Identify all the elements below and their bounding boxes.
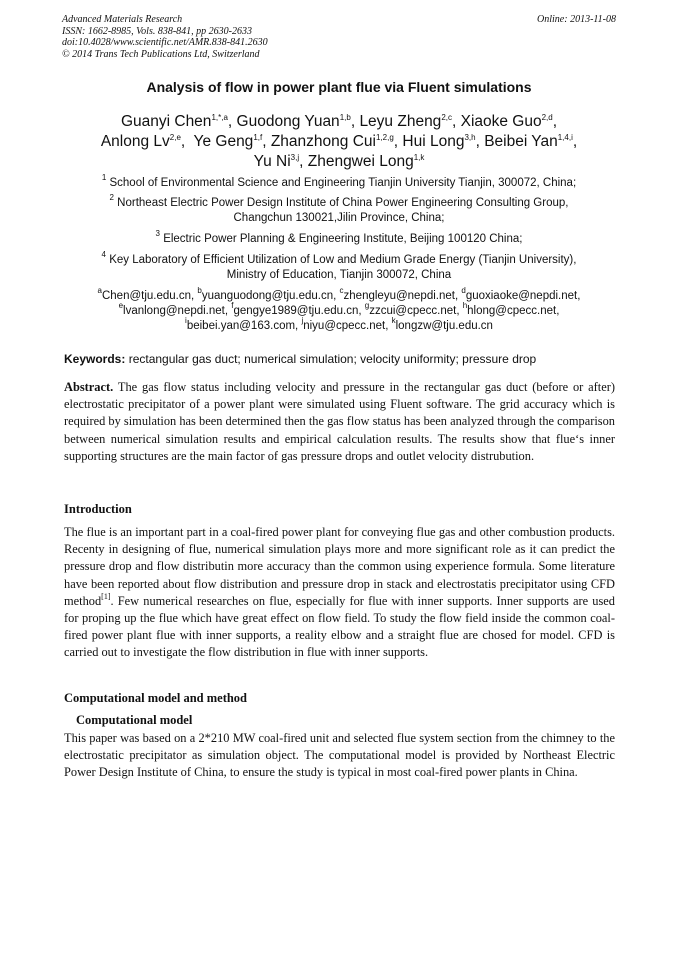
author-line	[40, 132, 638, 152]
email-line: $^a$Chen@tju.edu.cn, $^b$yuanguodong@tju.edu.cn, $^c$zhengleyu@nepdi.net, $^d$guoxiaoke@nepdi.net,	[97, 286, 581, 302]
journal-header	[62, 14, 616, 60]
keywords-label: Keywords:	[64, 352, 126, 366]
paper-title: Analysis of flow in power plant flue via Fluent simulations	[146, 79, 532, 95]
author-list	[40, 112, 638, 172]
email[interactable]: $^c$zhengleyu@nepdi.net	[339, 286, 455, 302]
section-heading-computational: Computational model and method	[64, 691, 248, 705]
keywords	[64, 352, 624, 366]
email[interactable]: $^e$lvanlong@nepdi.net	[118, 301, 225, 317]
affiliation-2: $^2$ Northeast Electric Power Design Institute of China Power Engineering Consulting Group, Changchun 130021,Jilin Province, China;	[109, 193, 569, 224]
email[interactable]: $^i$beibei.yan@163.com	[185, 316, 296, 332]
email[interactable]: $^g$zzcui@cpecc.net	[364, 301, 457, 317]
email[interactable]: $^j$niyu@cpecc.net	[301, 316, 386, 332]
keywords-text: rectangular gas duct; numerical simulation; velocity uniformity; pressure drop	[125, 352, 537, 366]
section-heading-introduction: Introduction	[64, 502, 132, 516]
author: Zhengwei Long$^{1,k}$	[307, 153, 425, 170]
author: Beibei Yan$^{1,4,i}$,	[484, 133, 578, 150]
author: Yu Ni$^{3,j}$,	[253, 153, 308, 170]
affiliation-1: $^1$ School of Environmental Science and Engineering Tianjin University Tianjin, 300072, China;	[101, 173, 577, 189]
abstract	[64, 379, 615, 465]
author: Leyu Zheng$^{2,c}$,	[359, 113, 461, 130]
abstract-text: The gas flow status including velocity and pressure in the rectangular gas duct (before or after) electrostatic precipitator of a power plant were simulated using Fluent software. The grid accuracy which is required by simulation has been determined then the gas flow status has been analyzed through the comparison between numerical simulation results and empirical calculation results. The results show that flue‘s inner supporting structures are the main factor of gas pressure drops and outlet velocity distrubution.	[64, 380, 615, 463]
introduction-paragraph: The flue is an important part in a coal-fired power plant for conveying flue gas and other combustion products. Recenty in designing of flue, numerical simulation plays more and more significant role as it can predict the pressure drop and flow distributin more accuracy than the common using experience formula. Some literature have been reported about flow distribution and pressure drop in stack and electrostatis precipitator using CFD method[1]. Few numerical researches on flue, especially for flue with inner supports. Inner supports are used for proping up the flue which have great effect on flow field. To study the flow field inside the common coal-fired power plant flue with inner supports, a reality elbow and a straight flue are chosed for model. CFD is carried out to investigate the flow distribution in flue with inner supports.	[64, 525, 615, 660]
email[interactable]: $^k$longzw@tju.edu.cn	[391, 316, 493, 332]
journal-name: Advanced Materials Research	[62, 14, 183, 25]
copyright-line: © 2014 Trans Tech Publications Ltd, Switzerland	[62, 48, 260, 60]
author: Xiaoke Guo$^{2,d}$,	[460, 113, 558, 130]
author: Zhanzhong Cui$^{1,2,g}$,	[270, 133, 403, 150]
doi-line: doi:10.4028/www.scientific.net/AMR.838-841.2630	[62, 37, 268, 48]
author: Ye Geng$^{1,f}$,	[193, 133, 271, 150]
issn-line: ISSN: 1662-8985, Vols. 838-841, pp 2630-2633	[62, 25, 252, 37]
subsection-heading-model: Computational model	[76, 713, 193, 727]
author: Anlong Lv$^{2,e}$,	[100, 133, 194, 150]
email[interactable]: $^h$hlong@cpecc.net	[462, 301, 557, 317]
email-line: $^i$beibei.yan@163.com, $^j$niyu@cpecc.net, $^k$longzw@tju.edu.cn	[185, 316, 493, 332]
author-line	[40, 112, 638, 132]
email[interactable]: $^f$gengye1989@tju.edu.cn	[231, 301, 359, 317]
computational-paragraph: This paper was based on a 2*210 MW coal-fired unit and selected flue system section from the chimney to the electrostatic precipitator as simulation object. The computational model is provided by Northeast Electric Power Design Institute of China, to ensure the study is typical in most coal-fired power plants in China.	[64, 731, 615, 780]
affiliation-4: $^4$ Key Laboratory of Efficient Utilization of Low and Medium Grade Energy (Tianjin University), Ministry of Education, Tianjin 300072, China	[101, 250, 577, 281]
author: Guodong Yuan$^{1,b}$,	[236, 113, 360, 130]
author-line	[40, 152, 638, 172]
author: Guanyi Chen$^{1,*,a}$,	[120, 113, 237, 130]
email-line: $^e$lvanlong@nepdi.net, $^f$gengye1989@tju.edu.cn, $^g$zzcui@cpecc.net, $^h$hlong@cpecc.net,	[118, 301, 560, 317]
abstract-label: Abstract.	[64, 380, 114, 394]
citation-ref[interactable]: [1]	[101, 591, 111, 601]
affiliation-3: $^3$ Electric Power Planning & Engineering Institute, Beijing 100120 China;	[155, 229, 523, 245]
email[interactable]: $^d$guoxiaoke@nepdi.net	[461, 286, 578, 302]
online-date: Online: 2013-11-08	[537, 14, 616, 25]
email[interactable]: $^a$Chen@tju.edu.cn	[97, 286, 192, 302]
email[interactable]: $^b$yuanguodong@tju.edu.cn	[197, 286, 334, 302]
author: Hui Long$^{3,h}$,	[402, 133, 485, 150]
email-list	[40, 286, 638, 334]
